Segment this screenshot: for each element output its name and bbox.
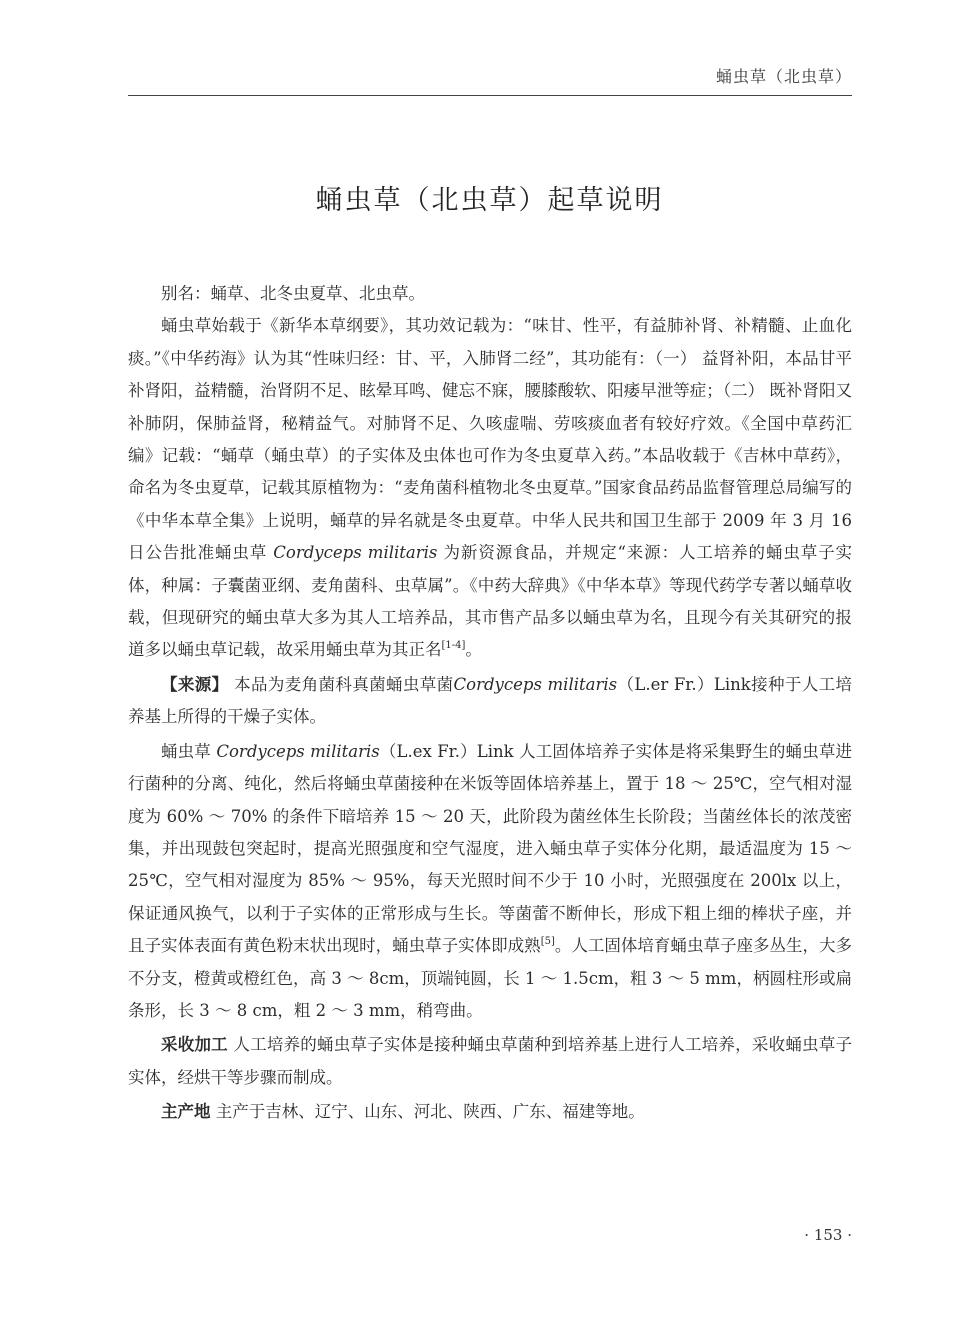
paragraph-source: [128, 669, 852, 734]
culture-text-1: 蛹虫草: [161, 741, 217, 761]
history-text-end: 。: [465, 640, 482, 660]
body-text: [128, 278, 852, 1129]
page-title: 蛹虫草（北虫草）起草说明: [315, 185, 664, 216]
reference-marker: [5]: [540, 936, 555, 948]
paragraph-history: [128, 310, 852, 666]
source-species-name: Cordyceps militaris: [453, 674, 618, 694]
paragraph-harvest: [128, 1029, 852, 1094]
history-text-1: 蛹虫草始载于《新华本草纲要》，其功效记载为：“味甘、性平，有益肺补肾、补精髓、止血化痰。”《中华药海》认为其“性味归经：甘、平，入肺肾二经”，其功能有：（一） 益肾补阳，本品甘平补肾阳，益精髓，治肾阴不足、眩晕耳鸣、健忘不寐，腰膝酸软、阳痿早泄等症；（二） 既补肾阳又补肺阴，保肺益肾，秘精益气。对肺肾不足、久咳虚喘、劳咳痰血者有较好疗效。《全国中草药汇编》记载：“蛹草（蛹虫草）的子实体及虫体也可作为冬虫夏草入药。”本品收载于《吉林中草药》，命名为冬虫夏草，记载其原植物为：“麦角菌科植物北冬虫夏草。”国家食品药品监督管理总局编写的《中华本草全集》上说明，蛹草的异名就是冬虫夏草。中华人民共和国卫生部于 2009 年 3 月 16 日公告批准蛹虫草: [128, 316, 852, 563]
section-heading-origin: 主产地: [161, 1102, 211, 1122]
culture-species-name: Cordyceps militaris: [216, 741, 380, 761]
culture-text-3: 。人工固体培育蛹虫草子座多丛生，大多不分支，橙黄或橙红色，高 3 ～ 8cm，顶端钝圆，长 1 ～ 1.5cm，粗 3 ～ 5 mm，柄圆柱形或扁条形，长 3 ～ 8 cm，粗 2 ～ 3 mm，稍弯曲。: [128, 936, 853, 1020]
culture-text-2: （L.ex Fr.）Link 人工固体培养子实体是将采集野生的蛹虫草进行菌种的分离、纯化，然后将蛹虫草菌接种在米饭等固体培养基上，置于 18 ～ 25℃，空气相对湿度为 60% ～ 70% 的条件下暗培养 15 ～ 20 天，此阶段为菌丝体生长阶段；当菌丝体长的浓茂密集，并出现鼓包突起时，提高光照强度和空气湿度，进入蛹虫草子实体分化期，最适温度为 15 ～ 25℃，空气相对湿度为 85% ～ 95%，每天光照时间不少于 10 小时，光照强度在 200lx 以上，保证通风换气，以利于子实体的正常形成与生长。等菌蕾不断伸长，形成下粗上细的棒状子座，并且子实体表面有黄色粉末状出现时，蛹虫草子实体即成熟: [128, 741, 853, 956]
section-heading-source: 【来源】: [161, 674, 229, 694]
paragraph-alias: 别名：蛹草、北冬虫夏草、北虫草。: [161, 284, 425, 303]
source-text-1: 本品为麦角菌科真菌蛹虫草菌: [228, 674, 454, 694]
history-species-name: Cordyceps militaris: [273, 543, 438, 563]
header-rule: [128, 95, 852, 96]
section-heading-harvest: 采收加工: [161, 1035, 228, 1055]
running-header: 蛹虫草（北虫草）: [715, 67, 852, 86]
harvest-text: 人工培养的蛹虫草子实体是接种蛹虫草菌种到培养基上进行人工培养，采收蛹虫草子实体，经烘干等步骤而制成。: [128, 1035, 852, 1087]
history-text-2: 为新资源食品，并规定“来源：人工培养的蛹虫草子实体，种属：子囊菌亚纲、麦角菌科、虫草属”。《中药大辞典》《中华本草》等现代药学专著以蛹草收载，但现研究的蛹虫草大多为其人工培养品，其市售产品多以蛹虫草为名，且现今有关其研究的报道多以蛹虫草记载，故采用蛹虫草为其正名: [128, 543, 853, 660]
origin-text: 主产于吉林、辽宁、山东、河北、陕西、广东、福建等地。: [210, 1102, 645, 1122]
paragraph-culture: [128, 736, 852, 1028]
reference-marker: [1-4]: [441, 640, 466, 652]
page-number: · 153 ·: [804, 1226, 852, 1244]
paragraph-origin: [128, 1096, 852, 1128]
source-text-2: （L.er Fr.）Link接种于人工培养基上所得的干燥子实体。: [128, 674, 853, 727]
